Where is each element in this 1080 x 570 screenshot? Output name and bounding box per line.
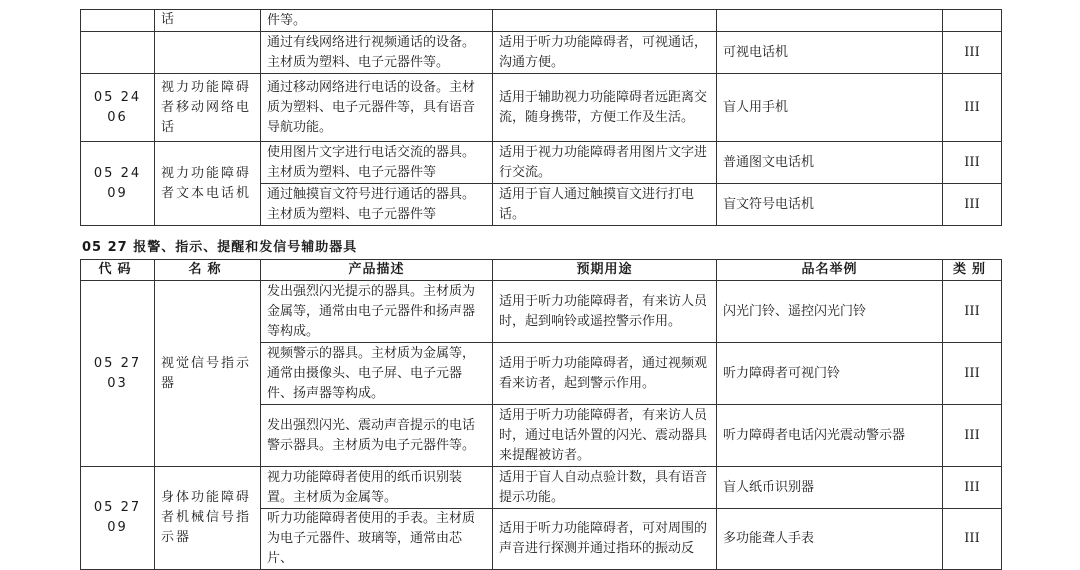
- example-cell: 盲人用手机: [717, 74, 943, 142]
- class-cell: III: [943, 74, 1002, 142]
- desc-cell: 视力功能障碍者使用的纸币识别装置。主材质为金属等。: [261, 467, 493, 509]
- header-class: 类别: [943, 260, 1002, 281]
- desc-cell: 通过有线网络进行视频通话的设备。主材质为塑料、电子元器件等。: [261, 32, 493, 74]
- header-name: 名称: [155, 260, 261, 281]
- section-title: 05 27 报警、指示、提醒和发信号辅助器具: [82, 240, 358, 255]
- example-cell: 可视电话机: [717, 32, 943, 74]
- header-example: 品名举例: [717, 260, 943, 281]
- use-cell: 适用于听力功能障碍者，可视通话，沟通方便。: [493, 32, 717, 74]
- class-cell: III: [943, 343, 1002, 405]
- table-alarm-devices: [80, 259, 1002, 570]
- header-desc: 产品描述: [261, 260, 493, 281]
- example-cell: 普通图文电话机: [717, 142, 943, 184]
- name-cell: 视力功能障碍者文本电话机: [155, 142, 261, 226]
- code-cell: [81, 10, 155, 32]
- name-cell: 身体功能障碍者机械信号指示器: [155, 467, 261, 570]
- code-cell: 05 24 06: [81, 74, 155, 142]
- class-cell: [943, 10, 1002, 32]
- table-telephone-devices: [80, 9, 1002, 226]
- name-cell: 视觉信号指示器: [155, 281, 261, 467]
- example-cell: 闪光门铃、遥控闪光门铃: [717, 281, 943, 343]
- class-cell: III: [943, 142, 1002, 184]
- table-row: [81, 281, 1002, 343]
- example-cell: 多功能聋人手表: [717, 509, 943, 570]
- code-cell: 05 27 09: [81, 467, 155, 570]
- table-row: [81, 10, 1002, 32]
- example-cell: 听力障碍者电话闪光震动警示器: [717, 405, 943, 467]
- desc-cell: 听力功能障碍者使用的手表。主材质为电子元器件、玻璃等，通常由芯片、: [261, 509, 493, 570]
- name-cell: 视力功能障碍者移动网络电话: [155, 74, 261, 142]
- table-row: [81, 32, 1002, 74]
- example-cell: 听力障碍者可视门铃: [717, 343, 943, 405]
- use-cell: 适用于听力功能障碍者，有来访人员时，起到响铃或遥控警示作用。: [493, 281, 717, 343]
- table-row: [81, 74, 1002, 142]
- example-cell: 盲人纸币识别器: [717, 467, 943, 509]
- use-cell: 适用于视力功能障碍者用图片文字进行交流。: [493, 142, 717, 184]
- name-cell: [155, 32, 261, 74]
- class-cell: III: [943, 467, 1002, 509]
- use-cell: 适用于盲人自动点验计数，具有语音提示功能。: [493, 467, 717, 509]
- class-cell: III: [943, 32, 1002, 74]
- desc-cell: 通过移动网络进行电话的设备。主材质为塑料、电子元器件等，具有语音导航功能。: [261, 74, 493, 142]
- table-row: [81, 142, 1002, 184]
- table-row: [81, 467, 1002, 509]
- class-cell: III: [943, 405, 1002, 467]
- desc-cell: 件等。: [261, 10, 493, 32]
- desc-cell: 发出强烈闪光、震动声音提示的电话警示器具。主材质为电子元器件等。: [261, 405, 493, 467]
- name-cell: 话: [155, 10, 261, 32]
- code-cell: [81, 32, 155, 74]
- class-cell: III: [943, 509, 1002, 570]
- use-cell: 适用于听力功能障碍者，有来访人员时，通过电话外置的闪光、震动器具来提醒被访者。: [493, 405, 717, 467]
- table-header-row: [81, 260, 1002, 281]
- use-cell: 适用于辅助视力功能障碍者远距离交流，随身携带，方便工作及生活。: [493, 74, 717, 142]
- desc-cell: 使用图片文字进行电话交流的器具。主材质为塑料、电子元器件等: [261, 142, 493, 184]
- use-cell: 适用于盲人通过触摸盲文进行打电话。: [493, 184, 717, 226]
- use-cell: [493, 10, 717, 32]
- use-cell: 适用于听力功能障碍者，可对周围的声音进行探测并通过指环的振动反: [493, 509, 717, 570]
- use-cell: 适用于听力功能障碍者，通过视频观看来访者，起到警示作用。: [493, 343, 717, 405]
- desc-cell: 通过触摸盲文符号进行通话的器具。主材质为塑料、电子元器件等: [261, 184, 493, 226]
- desc-cell: 视频警示的器具。主材质为金属等，通常由摄像头、电子屏、电子元器件、扬声器等构成。: [261, 343, 493, 405]
- desc-cell: 发出强烈闪光提示的器具。主材质为金属等，通常由电子元器件和扬声器等构成。: [261, 281, 493, 343]
- header-code: 代码: [81, 260, 155, 281]
- class-cell: III: [943, 184, 1002, 226]
- code-cell: 05 27 03: [81, 281, 155, 467]
- example-cell: 盲文符号电话机: [717, 184, 943, 226]
- example-cell: [717, 10, 943, 32]
- code-cell: 05 24 09: [81, 142, 155, 226]
- class-cell: III: [943, 281, 1002, 343]
- header-use: 预期用途: [493, 260, 717, 281]
